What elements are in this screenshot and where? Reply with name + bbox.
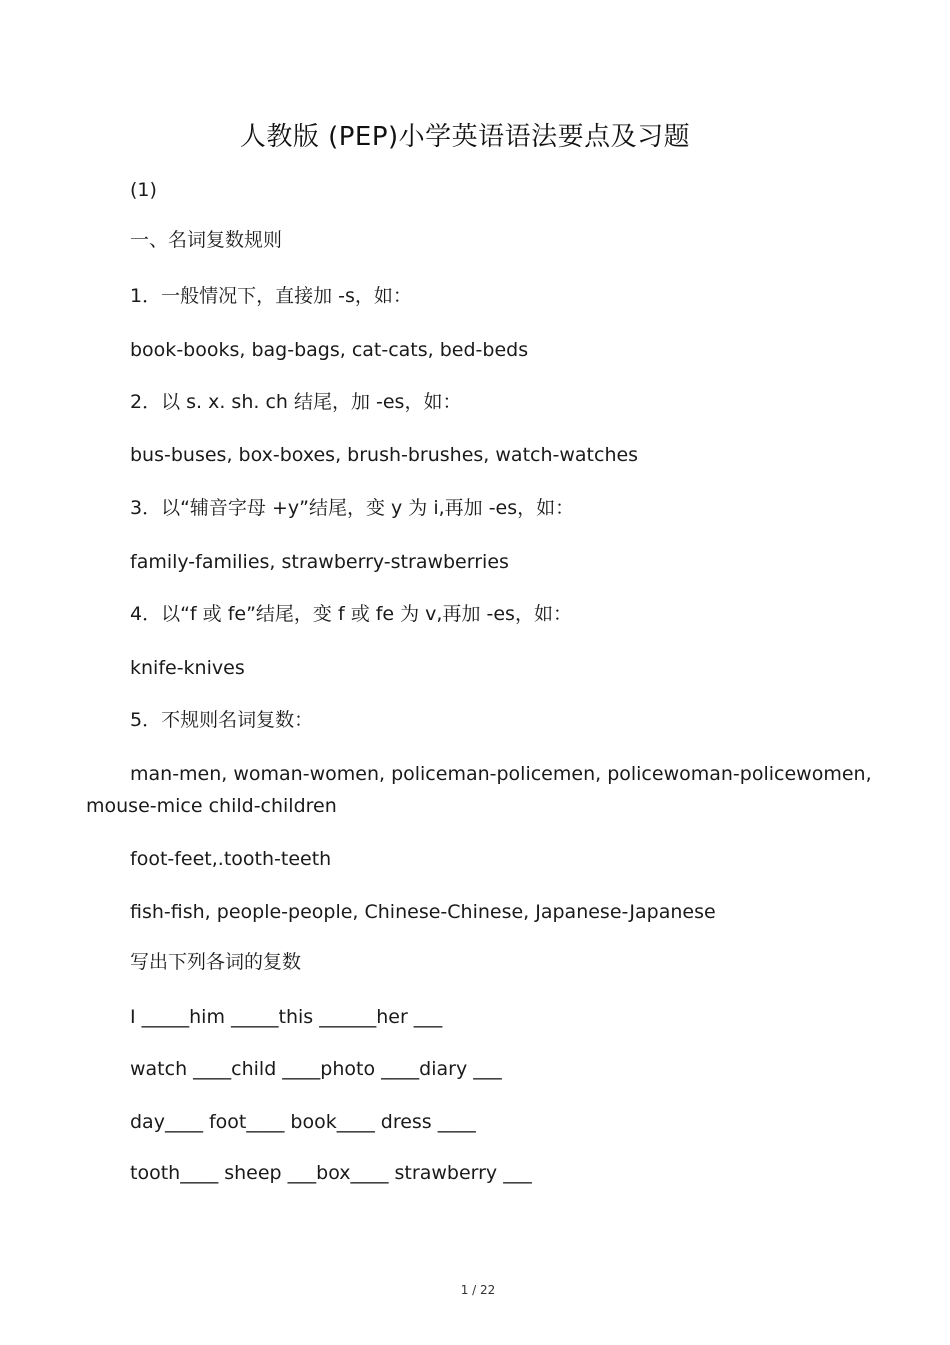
rule-4: 4．以“f 或 fe”结尾，变 f 或 fe 为 v,再加 -es，如：	[130, 603, 572, 625]
document-title: 人教版 (PEP)小学英语语法要点及习题	[239, 122, 691, 152]
exercise-heading: 写出下列各词的复数	[130, 951, 302, 973]
rule-5: 5．不规则名词复数：	[130, 709, 314, 731]
rule-4-examples: knife-knives	[130, 657, 245, 679]
rule-5-examples-line-3: foot-feet,.tooth-teeth	[130, 848, 332, 870]
exercise-line-2: watch ____child ____photo ____diary ___	[130, 1058, 502, 1080]
rule-1-examples: book-books, bag-bags, cat-cats, bed-beds	[130, 339, 529, 361]
rule-1: 1．一般情况下，直接加 -s，如：	[130, 285, 412, 307]
exercise-line-1: I _____him _____this ______her ___	[130, 1006, 443, 1028]
rule-5-examples-line-1: man-men, woman-women, policeman-policemen, policewoman-policewomen,	[130, 763, 872, 785]
rule-3-examples: family-families, strawberry-strawberries	[130, 551, 509, 573]
exercise-line-3: day____ foot____ book____ dress ____	[130, 1111, 476, 1133]
section-heading: 一、名词复数规则	[130, 229, 283, 251]
rule-2-examples: bus-buses, box-boxes, brush-brushes, watch-watches	[130, 444, 639, 466]
rule-2: 2．以 s. x. sh. ch 结尾，加 -es，如：	[130, 391, 462, 413]
exercise-line-4: tooth____ sheep ___box____ strawberry ___	[130, 1162, 532, 1184]
page-indicator: 1 / 22	[460, 1283, 496, 1297]
rule-5-examples-line-4: fish-fish, people-people, Chinese-Chinese, Japanese-Japanese	[130, 901, 716, 923]
section-number: (1)	[130, 179, 157, 201]
rule-3: 3．以“辅音字母 +y”结尾，变 y 为 i,再加 -es，如：	[130, 497, 575, 519]
rule-5-examples-line-2: mouse-mice child-children	[86, 795, 337, 817]
